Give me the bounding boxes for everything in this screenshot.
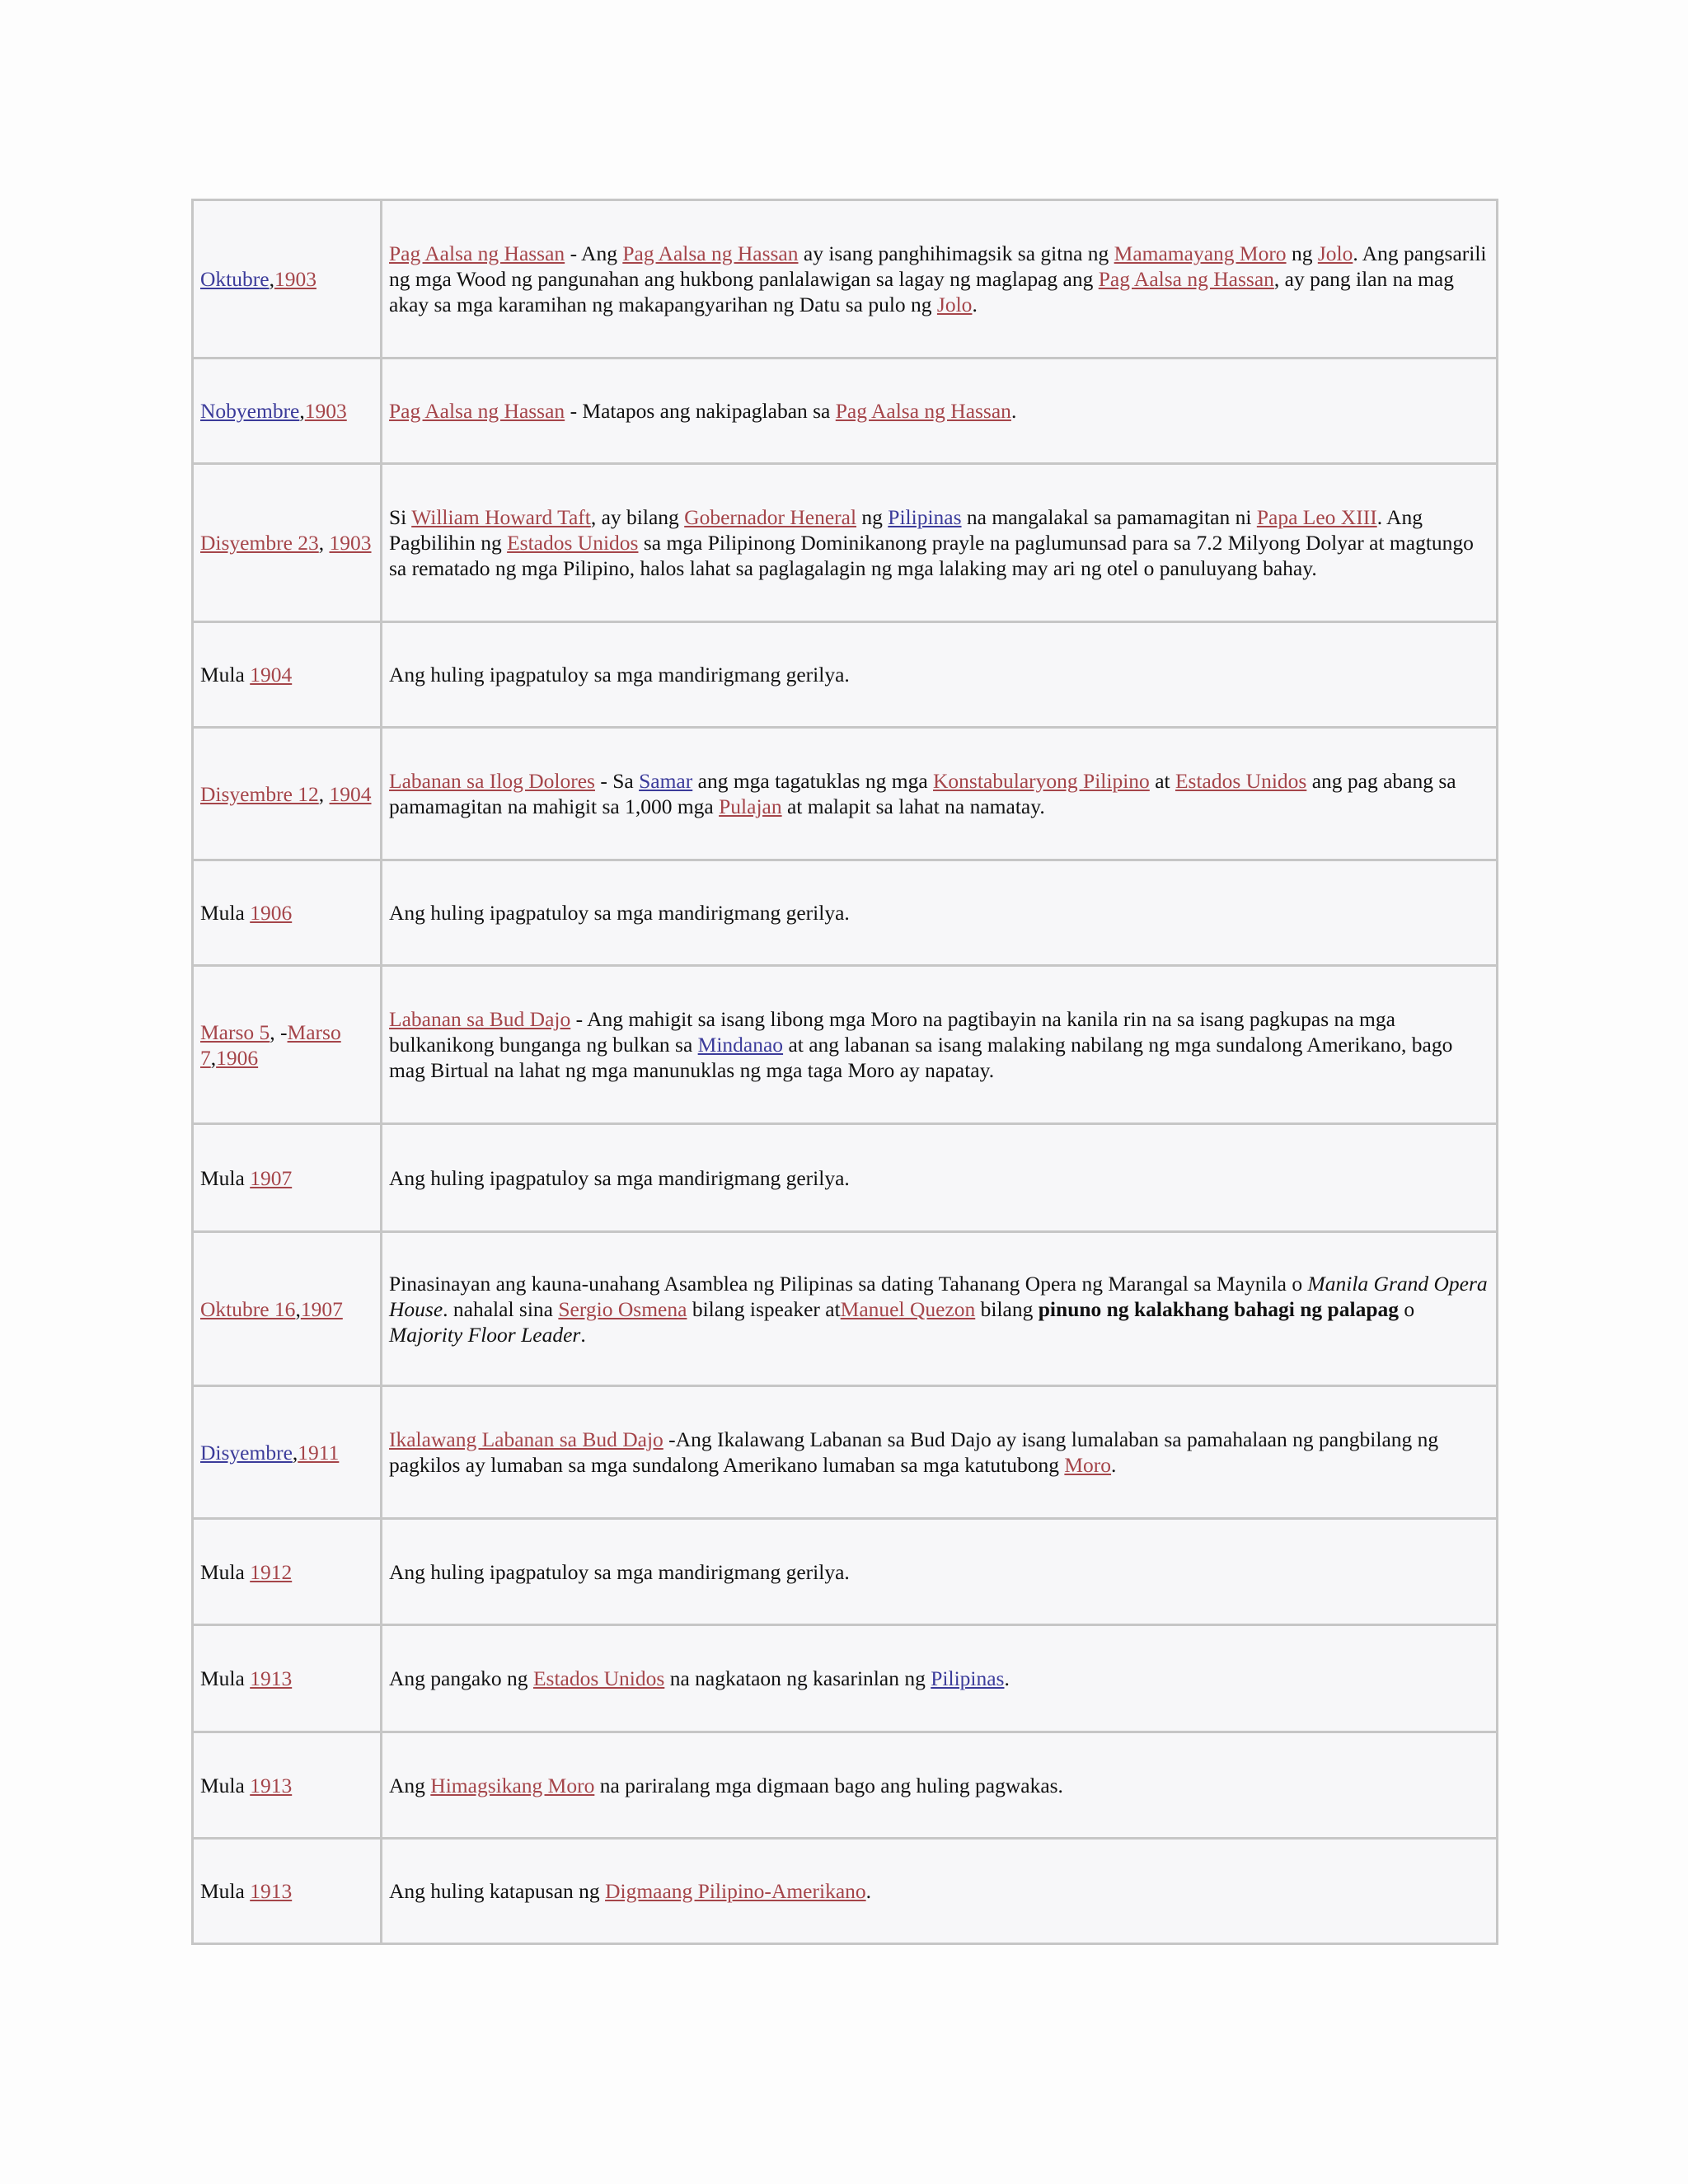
text-segment: at malapit sa lahat na namatay. [781,794,1045,818]
text-segment: Mula [200,663,251,687]
event-cell [382,359,1498,464]
bold-text: pinuno ng kalakhang bahagi ng palapag [1038,1296,1400,1321]
text-segment: - Sa [594,769,640,793]
wiki-link[interactable]: 1906 [216,1045,259,1070]
event-cell [382,860,1498,966]
text-segment: . [580,1322,586,1347]
text-segment: ang mga tagatuklas ng mga [692,769,934,793]
wiki-link[interactable]: Labanan sa Ilog Dolores [389,769,595,793]
text-segment: , [269,267,274,291]
text-segment: at [1149,769,1175,793]
date-cell [193,1519,382,1625]
wiki-link[interactable]: Labanan sa Bud Dajo [389,1007,571,1031]
table-row [193,200,1498,359]
wiki-link[interactable]: 1907 [300,1296,343,1321]
date-cell [193,1732,382,1839]
text-segment: -Ang Ikalawang Labanan sa Bud Dajo ay isang lumalaban sa pamahalaan ng pangbilang ng pagkilos ay lumaban sa mga sundalong Amerikano lumaban sa mga katutubong [389,1427,1439,1477]
date-cell [193,860,382,966]
date-cell [193,966,382,1124]
italic-text: Majority Floor Leader [389,1322,581,1347]
table-row [193,1732,1498,1839]
text-segment: ay isang panghihimagsik sa gitna ng [798,241,1114,265]
date-cell [193,464,382,622]
table-row [193,728,1498,860]
text-segment: . Ang Pagbilihin ng [389,505,1423,555]
text-segment: bilang [975,1296,1039,1321]
wiki-link[interactable]: Pulajan [719,794,782,818]
wiki-link[interactable]: Oktubre [200,267,270,291]
text-segment: - Matapos ang nakipaglaban sa [565,399,836,423]
date-cell [193,728,382,860]
wiki-link[interactable]: 1911 [298,1440,340,1465]
wiki-link[interactable]: 1903 [274,267,316,291]
wiki-link[interactable]: 1904 [250,663,293,687]
text-segment: Mula [200,1773,251,1797]
text-segment: o [1399,1296,1415,1321]
wiki-link[interactable]: Sergio Osmena [558,1296,687,1321]
event-cell [382,1386,1498,1519]
text-segment: , [318,781,330,806]
text-segment: na mangalakal sa pamamagitan ni [961,505,1257,529]
text-segment: Mula [200,1165,251,1190]
table-row [193,860,1498,966]
wiki-link[interactable]: William Howard Taft [411,505,591,529]
text-segment: at ang labanan sa isang malaking nabilang ng mga sundalong Amerikano, bago mag Birtual na lahat ng mga manunuklas ng mga taga Moro ay napatay. [389,1033,1453,1082]
event-cell [382,622,1498,728]
table-row [193,622,1498,728]
text-segment: . [1111,1453,1117,1477]
wiki-link[interactable]: Moro [1064,1453,1112,1477]
wiki-link[interactable]: Pilipinas [888,505,962,529]
wiki-link[interactable]: 1913 [250,1666,293,1690]
text-segment: Pinasinayan ang kauna-unahang Asamblea ng Pilipinas sa dating Tahanang Opera ng Marangal sa Maynila o [389,1271,1308,1296]
timeline-table [191,199,1498,1945]
text-segment: na nagkataon ng kasarinlan ng [664,1666,931,1690]
text-segment: , [299,399,305,423]
text-segment: ng [1286,241,1318,265]
event-cell [382,1732,1498,1839]
event-cell [382,200,1498,359]
text-segment: Ang huling katapusan ng [389,1879,606,1903]
text-segment: , [318,531,330,555]
text-segment: , ay bilang [590,505,685,529]
table-row [193,1232,1498,1386]
text-segment: Ang huling ipagpatuloy sa mga mandirigmang gerilya. [389,663,850,687]
text-segment: Mula [200,1879,251,1903]
text-segment: Mula [200,901,251,925]
wiki-link[interactable]: Oktubre 16 [200,1296,296,1321]
wiki-link[interactable]: Samar [639,769,693,793]
text-segment: Ang huling ipagpatuloy sa mga mandirigmang gerilya. [389,1559,850,1584]
date-cell [193,1124,382,1232]
event-cell [382,1839,1498,1944]
event-cell [382,1625,1498,1732]
wiki-link[interactable]: Pag Aalsa ng Hassan [1098,267,1274,291]
event-cell [382,464,1498,622]
wiki-link[interactable]: Pag Aalsa ng Hassan [835,399,1011,423]
event-cell [382,1519,1498,1625]
date-cell [193,1625,382,1732]
event-cell [382,728,1498,860]
date-cell [193,622,382,728]
date-cell [193,1839,382,1944]
table-row [193,1124,1498,1232]
text-segment: Si [389,505,412,529]
text-segment: na pariralang mga digmaan bago ang huling pagwakas. [594,1773,1063,1797]
wiki-link[interactable]: Himagsikang Moro [430,1773,595,1797]
wiki-link[interactable]: Gobernador Heneral [684,505,857,529]
wiki-link[interactable]: Manuel Quezon [840,1296,976,1321]
text-segment: . Ang pangsarili ng mga Wood ng pangunahan ang hukbong panlalawigan sa lagay ng maglapag ang [389,241,1487,291]
table-row [193,359,1498,464]
table-row [193,966,1498,1124]
wiki-link[interactable]: 1903 [329,531,372,555]
timeline-rows [193,200,1498,1944]
text-segment: , [295,1296,301,1321]
wiki-link[interactable]: 1913 [250,1773,293,1797]
event-cell [382,966,1498,1124]
text-segment: - Ang mahigit sa isang libong mga Moro na pagtibayin na kanila rin na sa isang pagkupas na mga bulkanikong bunganga ng bulkan sa [389,1007,1395,1057]
wiki-link[interactable]: Disyembre 23 [200,531,319,555]
wiki-link[interactable]: Jolo [936,293,973,316]
wiki-link[interactable]: Papa Leo XIII [1256,505,1377,529]
wiki-link[interactable]: Jolo [1317,241,1353,265]
text-segment: Mula [200,1666,251,1690]
wiki-link[interactable]: Pilipinas [931,1666,1005,1690]
wiki-link[interactable]: Mindanao [697,1033,784,1057]
wiki-link[interactable]: Marso 5 [200,1019,270,1044]
text-segment: Ang [389,1773,431,1797]
text-segment: Ang pangako ng [389,1666,533,1690]
table-row [193,1839,1498,1944]
wiki-link[interactable]: 1913 [250,1879,293,1903]
text-segment: sa mga Pilipinong Dominikanong prayle na paglumunsad para sa 7.2 Milyong Dolyar at magtungo sa rematado ng mga Pilipino, halos lahat sa paglagalagin ng mga lalaking may ari ng otel o panuluyang bahay. [389,531,1474,580]
text-segment: Mula [200,1559,251,1584]
text-segment: . [972,293,978,316]
wiki-link[interactable]: 1904 [329,781,372,806]
text-segment: . [1010,399,1017,423]
wiki-link[interactable]: 1912 [250,1559,293,1584]
text-segment: , ay pang ilan na mag akay sa mga karamihan ng makapangyarihan ng Datu sa pulo ng [389,267,1455,316]
text-segment: bilang ispeaker at [687,1296,841,1321]
wiki-link[interactable]: 1903 [304,399,347,423]
text-segment: . nahalal sina [443,1296,559,1321]
italic-text: Manila Grand Opera House [389,1271,1488,1321]
text-segment: . [1004,1666,1010,1690]
table-row [193,1519,1498,1625]
wiki-link[interactable]: Pag Aalsa ng Hassan [389,399,565,423]
wiki-link[interactable]: Estados Unidos [532,1666,665,1690]
wiki-link[interactable]: Estados Unidos [1175,769,1307,793]
event-cell [382,1232,1498,1386]
text-segment: , [210,1045,217,1070]
wiki-link[interactable]: Pag Aalsa ng Hassan [622,241,799,265]
wiki-link[interactable]: Digmaang Pilipino-Amerikano [605,1879,866,1903]
table-row [193,1625,1498,1732]
text-segment: . [865,1879,872,1903]
wiki-link[interactable]: Nobyembre [200,399,300,423]
table-row [193,1386,1498,1519]
text-segment: , - [270,1019,288,1044]
text-segment: , [292,1440,298,1465]
wiki-link[interactable]: Pag Aalsa ng Hassan [389,241,565,265]
text-segment: - Ang [565,241,623,265]
wiki-link[interactable]: Disyembre 12 [200,781,319,806]
text-segment: Ang huling ipagpatuloy sa mga mandirigmang gerilya. [389,901,850,925]
wiki-link[interactable]: Ikalawang Labanan sa Bud Dajo [389,1427,663,1451]
wiki-link[interactable]: Marso 7 [200,1019,341,1070]
date-cell [193,1386,382,1519]
wiki-link[interactable]: Konstabularyong Pilipino [933,769,1150,793]
event-cell [382,1124,1498,1232]
wiki-link[interactable]: Disyembre [200,1440,293,1465]
text-segment: ang pag abang sa pamamagitan na mahigit sa 1,000 mga [389,769,1456,818]
table-row [193,464,1498,622]
text-segment: Ang huling ipagpatuloy sa mga mandirigmang gerilya. [389,1165,850,1190]
wiki-link[interactable]: Mamamayang Moro [1114,241,1287,265]
date-cell [193,1232,382,1386]
wiki-link[interactable]: 1907 [250,1165,293,1190]
date-cell [193,200,382,359]
date-cell [193,359,382,464]
wiki-link[interactable]: 1906 [250,901,293,925]
wiki-link[interactable]: Estados Unidos [507,531,639,555]
text-segment: ng [856,505,889,529]
